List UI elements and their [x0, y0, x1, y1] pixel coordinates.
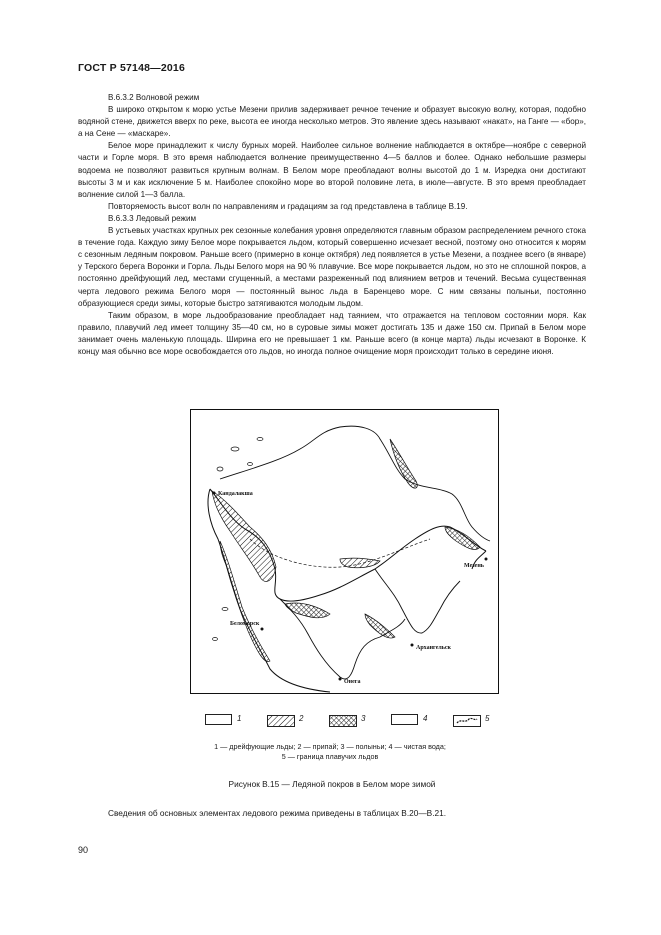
label-arkhangelsk: Архангельск: [416, 645, 452, 651]
legend-item-2: 2: [267, 714, 295, 726]
legend-swatch-clear-water: [391, 714, 418, 725]
paragraph: В широко открытом к морю устье Мезени прилив задерживает речное течение и образует высокую волну, которая, подобно водяной стене, движется вверх по реке, высота ее иногда несколько метров. Это явление здесь называют «накат», на Ганге — «бор», а на Сене — «маскаре».: [78, 105, 586, 139]
legend-swatch-ice-boundary: [453, 715, 481, 727]
legend-swatch-drifting-ice: [205, 714, 232, 725]
paragraph: Таким образом, в море льдообразование преобладает над таянием, что отражается на тепловом состоянии моря. Как правило, плавучий лед имеет толщину 35—40 см, но в суровые зимы может достигать 135 и даже 150 см. Припай в Белом море занимает очень маленькую площадь. Ширина его не превышает 1 км. Раньше всего (в конце марта) льды исчезают в Воронке. К концу мая обычно все море освобождается ото льдов, но иногда полное очищение моря происходит только в середине июня.: [78, 310, 586, 356]
label-onega: Онега: [344, 679, 361, 685]
legend-item-3: 3: [329, 714, 357, 726]
legend-description-line1: 1 — дрейфующие льды; 2 — припай; 3 — полыньи; 4 — чистая вода;: [214, 742, 446, 751]
section-heading-ice: В.6.3.3 Ледовый режим: [108, 213, 197, 223]
paragraph: Белое море принадлежит к числу бурных морей. Наиболее сильное волнение наблюдается в октябре—ноябре с северной части и Горле моря. В это время наблюдается волнение преимущественно 4—5 баллов и более. Однако небольшие размеры водоема не позволяют развиться крупным волнам. В Белом море преобладают волны высотой до 1 м. Изредка они достигают высоты 3 м и как исключение 5 м. Наиболее спокойно море во второй половине лета, в июле—августе. В это время преобладает волнение силой 1—3 балла.: [78, 141, 586, 199]
figure-caption: Рисунок В.15 — Ледяной покров в Белом море зимой: [228, 779, 436, 789]
legend-swatch-polynya: [329, 715, 357, 727]
map-legend: 1 2 3 4 5: [205, 714, 505, 728]
paragraph: Повторяемость высот волн по направлениям и градациям за год представлена в таблице В.19.: [108, 201, 468, 211]
legend-item-5: 5: [453, 714, 481, 726]
legend-description-line2: 5 — граница плавучих льдов: [281, 752, 379, 761]
label-kandalaksha: Кандалакша: [218, 491, 253, 497]
legend-swatch-fast-ice: [267, 715, 295, 727]
label-belomorsk: Беломорск: [230, 621, 260, 627]
page-number: 90: [78, 845, 89, 855]
white-sea-ice-map: [190, 409, 499, 694]
paragraph: В устьевых участках крупных рек сезонные колебания уровня определяются главным образом распределением речного стока в течение года. Каждую зиму Белое море покрывается льдом, который совершенно исчезает весной, поэтому оно относится к морям с сезонным ледяным покровом. Раньше всего (примерно в конце октября) лед появляется в устье Мезени, а позднее всего (в январе) у Терского берега Воронки и Горла. Льды Белого моря на 90 % плавучие. Все море покрывается льдом, но это не сплошной покров, а постоянно дрейфующий лед, местами сгущенный, а местами разреженный под влиянием ветров и течений. Весьма существенная черта ледового режима Белого моря — постоянный вынос льда в Баренцево море. С ним связаны полыньи, постоянно образующиеся среди зимы, которые быстро затягиваются молодым льдом.: [78, 226, 586, 308]
label-mezen: Мезень: [464, 563, 484, 569]
document-header: ГОСТ Р 57148—2016: [78, 62, 186, 74]
map-frame: [191, 410, 499, 694]
section-heading-wave: В.6.3.2 Волновой режим: [108, 93, 200, 102]
closing-paragraph: Сведения об основных элементах ледового режима приведены в таблицах В.20—В.21.: [108, 808, 447, 818]
body-text: [78, 92, 586, 358]
